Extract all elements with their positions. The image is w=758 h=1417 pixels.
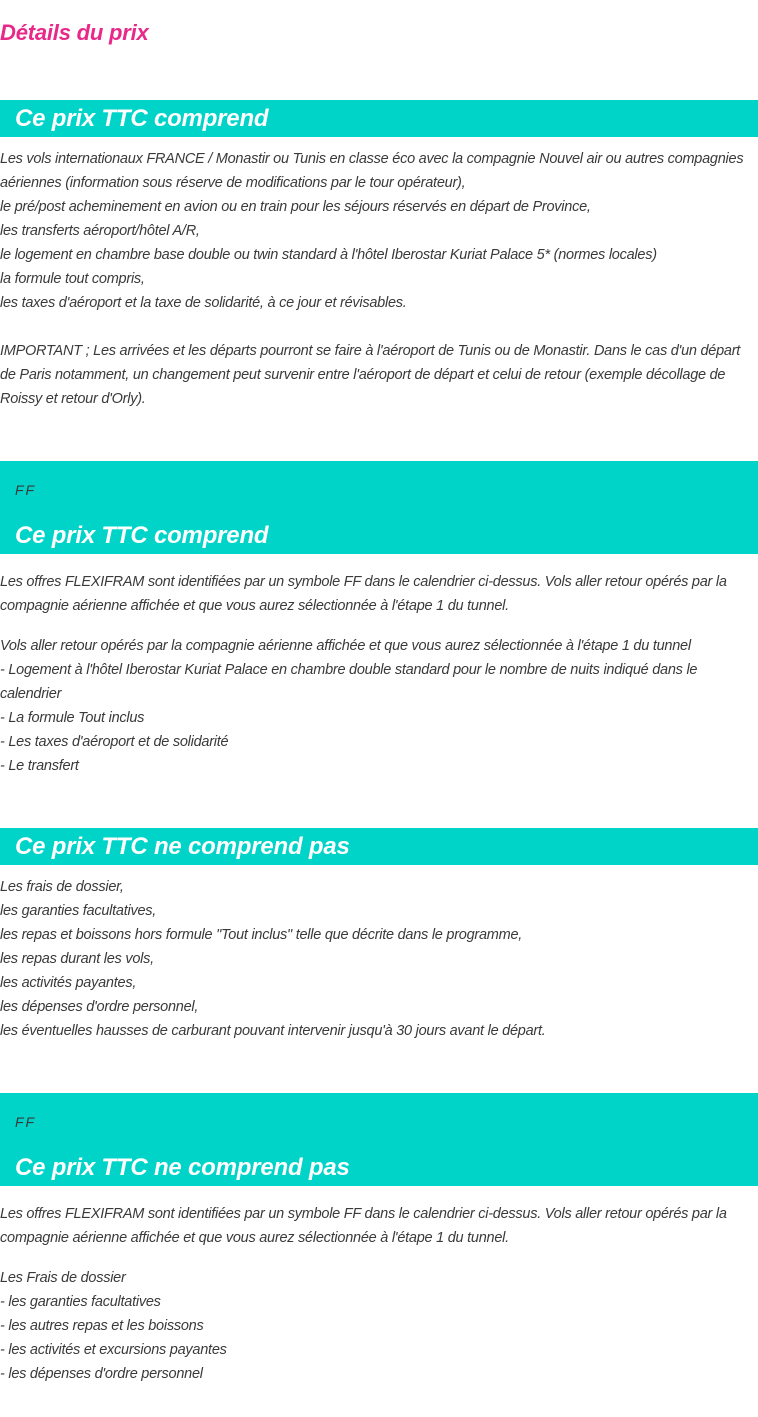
list-item: les éventuelles hausses de carburant pouvant intervenir jusqu'à 30 jours avant le départ. — [0, 1023, 546, 1039]
ff-tag: FF — [15, 482, 37, 498]
intro-line: compagnie aérienne affichée et que vous aurez sélectionnée à l'étape 1 du tunnel. — [0, 1230, 509, 1246]
list-item: aériennes (information sous réserve de modifications par le tour opérateur), — [0, 175, 466, 191]
list-item: - Le transfert — [0, 758, 79, 774]
section-banner-excludes — [0, 828, 758, 865]
list-item: les garanties facultatives, — [0, 903, 157, 919]
section-banner-ff-includes — [0, 461, 758, 554]
important-line: Roissy et retour d'Orly). — [0, 391, 146, 407]
list-item: Les Frais de dossier — [0, 1270, 126, 1286]
list-item: les repas et boissons hors formule "Tout inclus" telle que décrite dans le programme, — [0, 927, 523, 943]
list-item: les taxes d'aéroport et la taxe de solidarité, à ce jour et révisables. — [0, 295, 407, 311]
ff-tag: FF — [15, 1114, 37, 1130]
list-item: les repas durant les vols, — [0, 951, 154, 967]
intro-line: compagnie aérienne affichée et que vous aurez sélectionnée à l'étape 1 du tunnel. — [0, 598, 509, 614]
list-item: les activités payantes, — [0, 975, 137, 991]
list-item: la formule tout compris, — [0, 271, 145, 287]
list-item: - La formule Tout inclus — [0, 710, 145, 726]
section-title: Ce prix TTC comprend — [15, 105, 269, 132]
list-item: - les autres repas et les boissons — [0, 1318, 204, 1334]
list-item: les transferts aéroport/hôtel A/R, — [0, 223, 200, 239]
list-item: - les dépenses d'ordre personnel — [0, 1366, 203, 1382]
list-item: Les frais de dossier, — [0, 879, 124, 895]
section-title: Ce prix TTC ne comprend pas — [15, 833, 350, 860]
list-item: - Les taxes d'aéroport et de solidarité — [0, 734, 229, 750]
intro-line: Les offres FLEXIFRAM sont identifiées par un symbole FF dans le calendrier ci-dessus. Vols aller retour opérés par la — [0, 1206, 727, 1222]
list-item: - les activités et excursions payantes — [0, 1342, 227, 1358]
section-banner-ff-excludes — [0, 1093, 758, 1186]
important-note — [0, 339, 756, 411]
page-title: Détails du prix — [0, 20, 149, 45]
ff-excludes-intro — [0, 1202, 756, 1250]
list-item: les dépenses d'ordre personnel, — [0, 999, 199, 1015]
includes-list — [0, 147, 756, 315]
excludes-list — [0, 875, 756, 1043]
section-title: Ce prix TTC comprend — [15, 522, 269, 549]
list-item: - les garanties facultatives — [0, 1294, 161, 1310]
list-item: calendrier — [0, 686, 62, 702]
intro-line: Les offres FLEXIFRAM sont identifiées par un symbole FF dans le calendrier ci-dessus. Vols aller retour opérés par la — [0, 574, 727, 590]
list-item: Vols aller retour opérés par la compagnie aérienne affichée et que vous aurez sélectionnée à l'étape 1 du tunnel — [0, 638, 691, 654]
important-line: IMPORTANT ; Les arrivées et les départs pourront se faire à l'aéroport de Tunis ou de Monastir. Dans le cas d'un départ — [0, 343, 741, 359]
list-item: le pré/post acheminement en avion ou en train pour les séjours réservés en départ de Province, — [0, 199, 591, 215]
list-item: le logement en chambre base double ou twin standard à l'hôtel Iberostar Kuriat Palace 5* (normes locales) — [0, 247, 657, 263]
ff-excludes-list — [0, 1266, 756, 1386]
ff-includes-intro — [0, 570, 756, 618]
important-line: de Paris notamment, un changement peut survenir entre l'aéroport de départ et celui de retour (exemple décollage de — [0, 367, 726, 383]
list-item: Les vols internationaux FRANCE / Monastir ou Tunis en classe éco avec la compagnie Nouvel air ou autres compagnies — [0, 151, 744, 167]
ff-includes-list — [0, 634, 756, 778]
list-item: - Logement à l'hôtel Iberostar Kuriat Palace en chambre double standard pour le nombre de nuits indiqué dans le — [0, 662, 698, 678]
section-banner-includes — [0, 100, 758, 137]
section-title: Ce prix TTC ne comprend pas — [15, 1154, 350, 1181]
